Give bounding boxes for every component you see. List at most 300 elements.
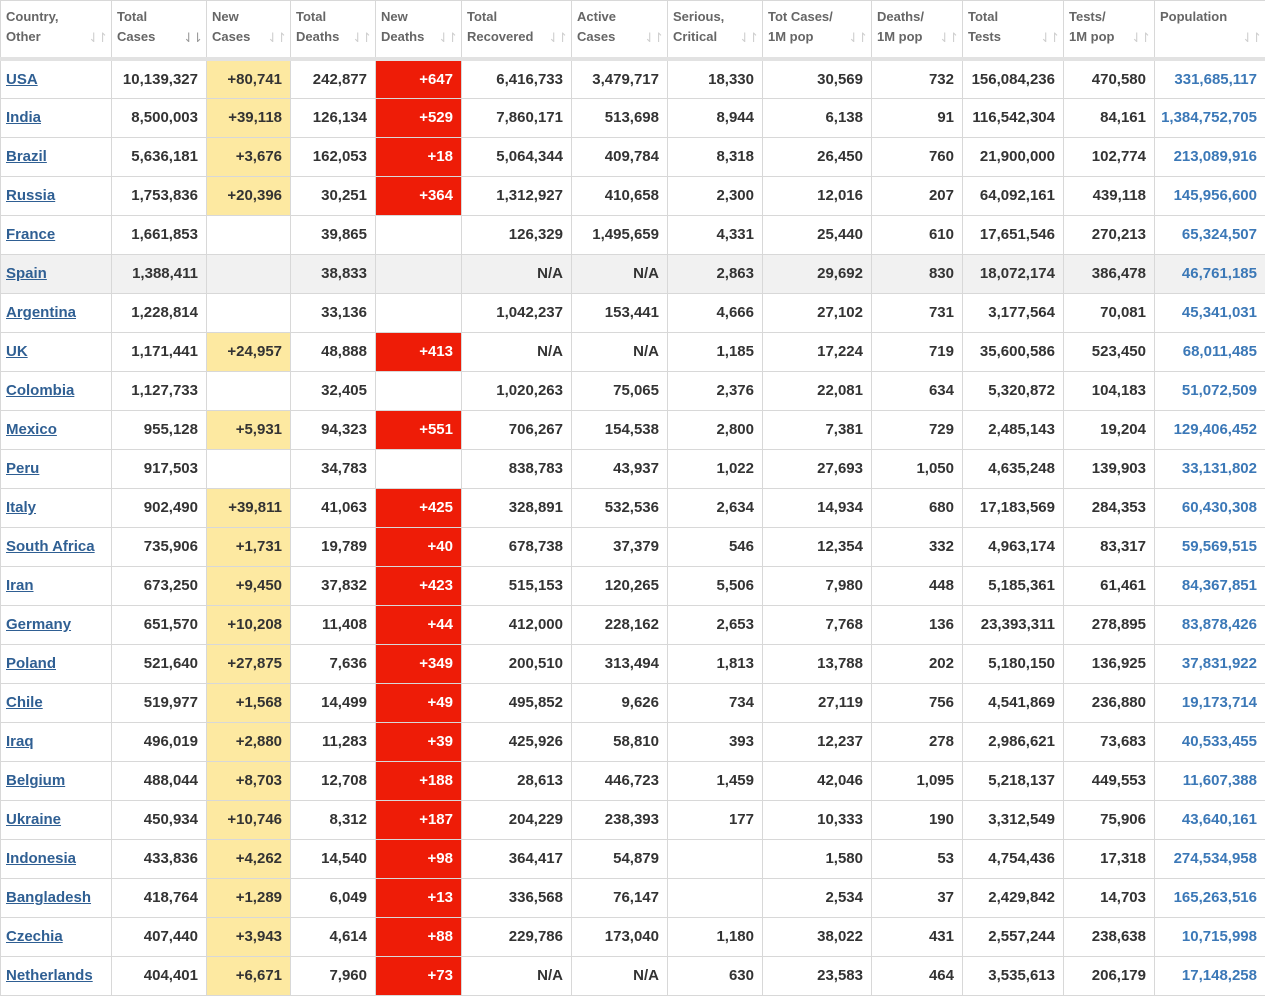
- cell-population: 145,956,600: [1155, 176, 1265, 215]
- cell-new-deaths: +413: [376, 332, 462, 371]
- cell-total-cases: 418,764: [112, 878, 207, 917]
- cell-total-recovered: 1,042,237: [462, 293, 572, 332]
- cell-serious-critical: 1,180: [668, 917, 763, 956]
- cell-deaths-1m: 207: [872, 176, 963, 215]
- cell-total-recovered: N/A: [462, 254, 572, 293]
- column-header-total-tests[interactable]: [963, 1, 1064, 60]
- cell-total-recovered: 7,860,171: [462, 98, 572, 137]
- cell-population: 68,011,485: [1155, 332, 1265, 371]
- country-link[interactable]: Poland: [6, 655, 57, 672]
- cell-new-deaths: +187: [376, 800, 462, 839]
- cell-total-deaths: 11,408: [291, 605, 376, 644]
- country-link[interactable]: Belgium: [6, 772, 66, 789]
- column-header-new-cases[interactable]: [207, 1, 291, 60]
- cell-total-tests: 3,535,613: [963, 956, 1064, 995]
- cell-total-recovered: 364,417: [462, 839, 572, 878]
- cell-tests-1m: 73,683: [1064, 722, 1155, 761]
- cell-total-recovered: 515,153: [462, 566, 572, 605]
- cell-deaths-1m: 760: [872, 137, 963, 176]
- country-link[interactable]: Brazil: [6, 148, 47, 165]
- cell-serious-critical: 2,800: [668, 410, 763, 449]
- country-link[interactable]: Russia: [6, 187, 56, 204]
- sort-arrows-icon[interactable]: ⇃↾: [848, 30, 866, 45]
- cell-tests-1m: 284,353: [1064, 488, 1155, 527]
- cell-total-deaths: 11,283: [291, 722, 376, 761]
- cell-new-deaths: +13: [376, 878, 462, 917]
- cell-deaths-1m: 464: [872, 956, 963, 995]
- cell-country: [1, 800, 112, 839]
- sort-arrows-icon[interactable]: ⇃↾: [1131, 30, 1149, 45]
- cell-serious-critical: 5,506: [668, 566, 763, 605]
- cell-new-deaths: [376, 371, 462, 410]
- cell-new-deaths: [376, 215, 462, 254]
- cell-new-cases: [207, 293, 291, 332]
- cell-population: 37,831,922: [1155, 644, 1265, 683]
- cell-total-deaths: 32,405: [291, 371, 376, 410]
- cell-total-tests: 5,185,361: [963, 566, 1064, 605]
- cell-tests-1m: 386,478: [1064, 254, 1155, 293]
- cell-active-cases: 154,538: [572, 410, 668, 449]
- sort-arrows-icon[interactable]: ⇃↾: [267, 30, 285, 45]
- cell-new-deaths: +423: [376, 566, 462, 605]
- cell-tot-cases-1m: 26,450: [763, 137, 872, 176]
- cell-total-cases: 1,127,733: [112, 371, 207, 410]
- column-header-label: Total Tests: [968, 9, 1001, 44]
- cell-serious-critical: 18,330: [668, 59, 763, 98]
- cell-total-recovered: 328,891: [462, 488, 572, 527]
- cell-tot-cases-1m: 7,381: [763, 410, 872, 449]
- sort-arrows-icon[interactable]: ⇃↾: [644, 30, 662, 45]
- country-link[interactable]: Italy: [6, 499, 37, 516]
- cell-total-recovered: 1,312,927: [462, 176, 572, 215]
- cell-country: [1, 722, 112, 761]
- country-link[interactable]: Iraq: [6, 733, 34, 750]
- country-link[interactable]: Ukraine: [6, 811, 62, 828]
- cell-total-recovered: 5,064,344: [462, 137, 572, 176]
- cell-tests-1m: 238,638: [1064, 917, 1155, 956]
- cell-population: 33,131,802: [1155, 449, 1265, 488]
- cell-serious-critical: 8,944: [668, 98, 763, 137]
- cell-total-cases: 902,490: [112, 488, 207, 527]
- country-link[interactable]: Bangladesh: [6, 889, 92, 906]
- cell-country: [1, 917, 112, 956]
- cell-country: [1, 176, 112, 215]
- cell-deaths-1m: 732: [872, 59, 963, 98]
- cell-country: [1, 137, 112, 176]
- cell-population: 43,640,161: [1155, 800, 1265, 839]
- cell-deaths-1m: 37: [872, 878, 963, 917]
- cell-population: 60,430,308: [1155, 488, 1265, 527]
- cell-new-cases: +39,811: [207, 488, 291, 527]
- cell-serious-critical: [668, 878, 763, 917]
- cell-new-cases: +3,676: [207, 137, 291, 176]
- cell-total-deaths: 7,636: [291, 644, 376, 683]
- table-row: [1, 254, 1265, 293]
- cell-total-tests: 2,429,842: [963, 878, 1064, 917]
- cell-population: 17,148,258: [1155, 956, 1265, 995]
- cell-active-cases: 513,698: [572, 98, 668, 137]
- country-link[interactable]: South Africa: [6, 538, 95, 555]
- column-header-total-recovered[interactable]: [462, 1, 572, 60]
- cell-tests-1m: 136,925: [1064, 644, 1155, 683]
- cell-active-cases: 153,441: [572, 293, 668, 332]
- column-header-total-deaths[interactable]: [291, 1, 376, 60]
- cell-active-cases: 446,723: [572, 761, 668, 800]
- table-row: [1, 722, 1265, 761]
- cell-country: [1, 566, 112, 605]
- sort-arrows-icon[interactable]: ⇃↾: [939, 30, 957, 45]
- cell-new-deaths: +551: [376, 410, 462, 449]
- sort-arrows-icon[interactable]: ⇃↾: [1040, 30, 1058, 45]
- cell-total-deaths: 126,134: [291, 98, 376, 137]
- cell-tot-cases-1m: 23,583: [763, 956, 872, 995]
- table-row: [1, 644, 1265, 683]
- table-row: [1, 527, 1265, 566]
- cell-total-tests: 3,312,549: [963, 800, 1064, 839]
- cell-total-deaths: 41,063: [291, 488, 376, 527]
- cell-country: [1, 605, 112, 644]
- column-header-new-deaths[interactable]: [376, 1, 462, 60]
- cell-total-tests: 2,557,244: [963, 917, 1064, 956]
- cell-total-deaths: 39,865: [291, 215, 376, 254]
- cell-new-cases: [207, 449, 291, 488]
- cell-deaths-1m: 431: [872, 917, 963, 956]
- table-row: [1, 176, 1265, 215]
- cell-serious-critical: 2,634: [668, 488, 763, 527]
- cell-population: 46,761,185: [1155, 254, 1265, 293]
- cell-total-recovered: 425,926: [462, 722, 572, 761]
- cell-serious-critical: 630: [668, 956, 763, 995]
- cell-total-deaths: 8,312: [291, 800, 376, 839]
- cell-new-cases: +27,875: [207, 644, 291, 683]
- cell-total-cases: 1,171,441: [112, 332, 207, 371]
- cell-tot-cases-1m: 22,081: [763, 371, 872, 410]
- table-row: [1, 878, 1265, 917]
- cell-country: [1, 449, 112, 488]
- cell-serious-critical: 2,863: [668, 254, 763, 293]
- cell-deaths-1m: 756: [872, 683, 963, 722]
- cell-new-deaths: +39: [376, 722, 462, 761]
- cell-total-cases: 519,977: [112, 683, 207, 722]
- cell-deaths-1m: 731: [872, 293, 963, 332]
- cell-country: [1, 761, 112, 800]
- cell-population: 11,607,388: [1155, 761, 1265, 800]
- cell-new-deaths: +98: [376, 839, 462, 878]
- country-link[interactable]: Czechia: [6, 928, 63, 945]
- cell-total-tests: 2,986,621: [963, 722, 1064, 761]
- cell-deaths-1m: 202: [872, 644, 963, 683]
- column-header-country[interactable]: [1, 1, 112, 60]
- cell-tot-cases-1m: 12,016: [763, 176, 872, 215]
- column-header-tot-cases-1m[interactable]: [763, 1, 872, 60]
- cell-new-deaths: +88: [376, 917, 462, 956]
- cell-serious-critical: 1,459: [668, 761, 763, 800]
- cell-country: [1, 683, 112, 722]
- cell-deaths-1m: 91: [872, 98, 963, 137]
- cell-deaths-1m: 448: [872, 566, 963, 605]
- country-link[interactable]: France: [6, 226, 56, 243]
- cell-serious-critical: 8,318: [668, 137, 763, 176]
- table-row: [1, 410, 1265, 449]
- country-link[interactable]: India: [6, 109, 42, 126]
- cell-population: 51,072,509: [1155, 371, 1265, 410]
- table-row: [1, 956, 1265, 995]
- sort-arrows-icon[interactable]: ⇃⇂: [183, 30, 201, 45]
- cell-total-tests: 5,320,872: [963, 371, 1064, 410]
- cell-total-deaths: 94,323: [291, 410, 376, 449]
- cell-tot-cases-1m: 10,333: [763, 800, 872, 839]
- country-link[interactable]: UK: [6, 343, 28, 360]
- table-body: [1, 59, 1265, 995]
- cell-new-cases: +39,118: [207, 98, 291, 137]
- cell-tests-1m: 84,161: [1064, 98, 1155, 137]
- cell-total-tests: 17,183,569: [963, 488, 1064, 527]
- cell-new-cases: +24,957: [207, 332, 291, 371]
- cell-deaths-1m: 634: [872, 371, 963, 410]
- cell-active-cases: 9,626: [572, 683, 668, 722]
- cell-new-cases: +6,671: [207, 956, 291, 995]
- table-row: [1, 605, 1265, 644]
- country-link[interactable]: Iran: [6, 577, 34, 594]
- cell-total-recovered: 200,510: [462, 644, 572, 683]
- cell-tot-cases-1m: 7,980: [763, 566, 872, 605]
- cell-new-cases: [207, 215, 291, 254]
- column-header-serious-critical[interactable]: [668, 1, 763, 60]
- cell-country: [1, 878, 112, 917]
- cell-total-deaths: 48,888: [291, 332, 376, 371]
- cell-total-cases: 1,388,411: [112, 254, 207, 293]
- cell-total-cases: 651,570: [112, 605, 207, 644]
- cell-total-cases: 5,636,181: [112, 137, 207, 176]
- cell-tot-cases-1m: 27,102: [763, 293, 872, 332]
- cell-active-cases: N/A: [572, 254, 668, 293]
- cell-active-cases: 1,495,659: [572, 215, 668, 254]
- cell-country: [1, 254, 112, 293]
- cell-total-recovered: 28,613: [462, 761, 572, 800]
- cell-new-cases: +10,208: [207, 605, 291, 644]
- cell-active-cases: 54,879: [572, 839, 668, 878]
- sort-arrows-icon[interactable]: ⇃↾: [548, 30, 566, 45]
- cell-total-cases: 488,044: [112, 761, 207, 800]
- cell-total-recovered: 1,020,263: [462, 371, 572, 410]
- cell-tot-cases-1m: 7,768: [763, 605, 872, 644]
- cell-total-tests: 5,218,137: [963, 761, 1064, 800]
- cell-total-deaths: 162,053: [291, 137, 376, 176]
- cell-new-cases: [207, 371, 291, 410]
- cell-total-cases: 917,503: [112, 449, 207, 488]
- cell-country: [1, 293, 112, 332]
- cell-total-cases: 955,128: [112, 410, 207, 449]
- country-link[interactable]: Colombia: [6, 382, 75, 399]
- cell-tests-1m: 83,317: [1064, 527, 1155, 566]
- cell-total-cases: 735,906: [112, 527, 207, 566]
- country-link[interactable]: Indonesia: [6, 850, 77, 867]
- cell-new-deaths: +349: [376, 644, 462, 683]
- cell-total-tests: 3,177,564: [963, 293, 1064, 332]
- cell-country: [1, 98, 112, 137]
- cell-tot-cases-1m: 42,046: [763, 761, 872, 800]
- cell-active-cases: 37,379: [572, 527, 668, 566]
- table-row: [1, 488, 1265, 527]
- cell-tot-cases-1m: 27,119: [763, 683, 872, 722]
- cell-active-cases: N/A: [572, 332, 668, 371]
- cell-new-deaths: +40: [376, 527, 462, 566]
- sort-arrows-icon[interactable]: ⇃↾: [352, 30, 370, 45]
- cell-population: 129,406,452: [1155, 410, 1265, 449]
- cell-serious-critical: 1,185: [668, 332, 763, 371]
- column-header-label: New Deaths: [381, 9, 425, 44]
- cell-total-tests: 21,900,000: [963, 137, 1064, 176]
- cell-tests-1m: 17,318: [1064, 839, 1155, 878]
- column-header-label: Total Recovered: [467, 9, 534, 44]
- country-link[interactable]: Netherlands: [6, 967, 93, 984]
- column-header-label: Tot Cases/ 1M pop: [768, 9, 833, 44]
- cell-active-cases: 120,265: [572, 566, 668, 605]
- cell-active-cases: 58,810: [572, 722, 668, 761]
- table-row: [1, 293, 1265, 332]
- cell-total-deaths: 30,251: [291, 176, 376, 215]
- cell-total-deaths: 38,833: [291, 254, 376, 293]
- table-row: [1, 137, 1265, 176]
- cell-new-deaths: [376, 449, 462, 488]
- cell-total-recovered: 706,267: [462, 410, 572, 449]
- cell-serious-critical: 1,813: [668, 644, 763, 683]
- cell-active-cases: 43,937: [572, 449, 668, 488]
- cell-country: [1, 59, 112, 98]
- cell-tests-1m: 236,880: [1064, 683, 1155, 722]
- cell-total-tests: 35,600,586: [963, 332, 1064, 371]
- cell-population: 10,715,998: [1155, 917, 1265, 956]
- cell-new-cases: +8,703: [207, 761, 291, 800]
- cell-new-deaths: [376, 254, 462, 293]
- column-header-label: Total Deaths: [296, 9, 340, 44]
- cell-serious-critical: 4,331: [668, 215, 763, 254]
- cell-serious-critical: 546: [668, 527, 763, 566]
- column-header-label: Serious, Critical: [673, 9, 725, 44]
- cell-total-recovered: 6,416,733: [462, 59, 572, 98]
- cell-active-cases: 532,536: [572, 488, 668, 527]
- cell-active-cases: 228,162: [572, 605, 668, 644]
- sort-arrows-icon[interactable]: ⇃↾: [739, 30, 757, 45]
- cell-total-deaths: 33,136: [291, 293, 376, 332]
- country-link[interactable]: Argentina: [6, 304, 77, 321]
- cell-deaths-1m: 610: [872, 215, 963, 254]
- cell-country: [1, 644, 112, 683]
- cell-tests-1m: 19,204: [1064, 410, 1155, 449]
- country-link[interactable]: Chile: [6, 694, 43, 711]
- cell-tests-1m: 270,213: [1064, 215, 1155, 254]
- cell-country: [1, 215, 112, 254]
- country-link[interactable]: Spain: [6, 265, 47, 282]
- cell-serious-critical: [668, 839, 763, 878]
- table-row: [1, 449, 1265, 488]
- cell-tot-cases-1m: 12,354: [763, 527, 872, 566]
- country-link[interactable]: Mexico: [6, 421, 57, 438]
- cell-country: [1, 488, 112, 527]
- cell-tot-cases-1m: 30,569: [763, 59, 872, 98]
- column-header-active-cases[interactable]: [572, 1, 668, 60]
- cell-tot-cases-1m: 29,692: [763, 254, 872, 293]
- cell-tot-cases-1m: 27,693: [763, 449, 872, 488]
- cell-tot-cases-1m: 12,237: [763, 722, 872, 761]
- cell-active-cases: 3,479,717: [572, 59, 668, 98]
- cell-total-tests: 116,542,304: [963, 98, 1064, 137]
- cell-total-tests: 17,651,546: [963, 215, 1064, 254]
- cell-deaths-1m: 53: [872, 839, 963, 878]
- cell-population: 331,685,117: [1155, 59, 1265, 98]
- country-link[interactable]: USA: [6, 70, 38, 88]
- cell-tot-cases-1m: 1,580: [763, 839, 872, 878]
- table-row: [1, 800, 1265, 839]
- cell-total-tests: 4,635,248: [963, 449, 1064, 488]
- cell-new-deaths: +49: [376, 683, 462, 722]
- cell-total-cases: 407,440: [112, 917, 207, 956]
- cell-active-cases: 75,065: [572, 371, 668, 410]
- cell-deaths-1m: 278: [872, 722, 963, 761]
- cell-tests-1m: 278,895: [1064, 605, 1155, 644]
- column-header-label: Deaths/ 1M pop: [877, 9, 924, 44]
- cell-new-deaths: +425: [376, 488, 462, 527]
- cell-total-tests: 4,541,869: [963, 683, 1064, 722]
- column-header-tests-1m[interactable]: [1064, 1, 1155, 60]
- sort-arrows-icon[interactable]: ⇃↾: [438, 30, 456, 45]
- country-link[interactable]: Peru: [6, 460, 40, 477]
- cell-serious-critical: 734: [668, 683, 763, 722]
- cell-new-deaths: +364: [376, 176, 462, 215]
- column-header-label: Tests/ 1M pop: [1069, 9, 1115, 44]
- cell-total-deaths: 37,832: [291, 566, 376, 605]
- column-header-label: Country, Other: [6, 9, 59, 44]
- cell-tests-1m: 61,461: [1064, 566, 1155, 605]
- cell-new-deaths: +647: [376, 59, 462, 98]
- cell-deaths-1m: 190: [872, 800, 963, 839]
- column-header-label: Total Cases: [117, 9, 156, 44]
- cell-active-cases: 409,784: [572, 137, 668, 176]
- cell-deaths-1m: 1,095: [872, 761, 963, 800]
- sort-arrows-icon[interactable]: ⇃↾: [1242, 30, 1260, 45]
- country-link[interactable]: Germany: [6, 616, 72, 633]
- cell-total-deaths: 14,499: [291, 683, 376, 722]
- cell-serious-critical: 2,653: [668, 605, 763, 644]
- cell-active-cases: 313,494: [572, 644, 668, 683]
- cell-tot-cases-1m: 38,022: [763, 917, 872, 956]
- cell-tot-cases-1m: 6,138: [763, 98, 872, 137]
- cell-serious-critical: 1,022: [668, 449, 763, 488]
- sort-arrows-icon[interactable]: ⇃↾: [88, 30, 106, 45]
- cell-total-cases: 521,640: [112, 644, 207, 683]
- column-header-total-cases[interactable]: [112, 1, 207, 60]
- cell-tot-cases-1m: 14,934: [763, 488, 872, 527]
- cell-total-deaths: 19,789: [291, 527, 376, 566]
- cell-total-tests: 156,084,236: [963, 59, 1064, 98]
- column-header-deaths-1m[interactable]: [872, 1, 963, 60]
- cell-total-deaths: 12,708: [291, 761, 376, 800]
- cell-population: 45,341,031: [1155, 293, 1265, 332]
- table-row: [1, 566, 1265, 605]
- table-row: [1, 683, 1265, 722]
- cell-deaths-1m: 719: [872, 332, 963, 371]
- cell-population: 83,878,426: [1155, 605, 1265, 644]
- cell-tot-cases-1m: 25,440: [763, 215, 872, 254]
- cell-total-recovered: 412,000: [462, 605, 572, 644]
- table-row: [1, 98, 1265, 137]
- cell-total-tests: 64,092,161: [963, 176, 1064, 215]
- cell-total-tests: 4,754,436: [963, 839, 1064, 878]
- cell-new-cases: +1,289: [207, 878, 291, 917]
- cell-active-cases: 173,040: [572, 917, 668, 956]
- cell-total-tests: 23,393,311: [963, 605, 1064, 644]
- column-header-population[interactable]: [1155, 1, 1265, 60]
